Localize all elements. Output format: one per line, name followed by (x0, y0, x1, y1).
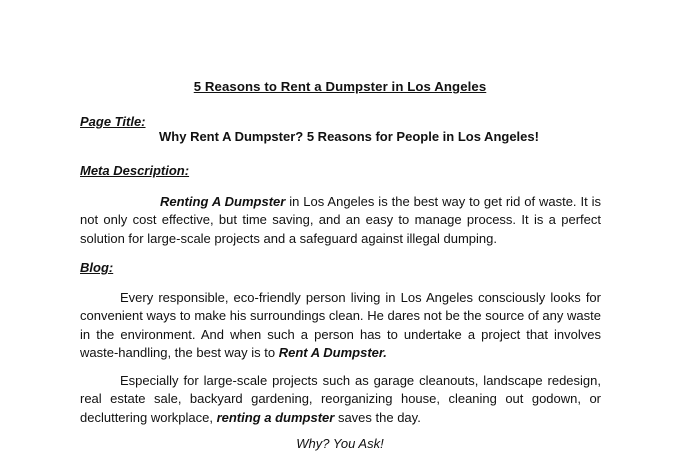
blog-paragraph-2-text: Especially for large-scale projects such as garage cleanouts, landscape redesign, real estate sale, backyard gardening, reorganizing house, cleaning out godown, or decluttering workplace, (80, 373, 601, 425)
meta-description-lead: Renting A Dumpster (160, 194, 286, 209)
blog-paragraph-2-tail: saves the day. (334, 409, 421, 425)
blog-paragraph-2 (80, 372, 601, 427)
blog-paragraph-1 (80, 289, 601, 362)
page-title-heading: Page Title: (80, 114, 146, 129)
meta-description-paragraph (80, 193, 601, 248)
blog-closing-line: Why? You Ask! (296, 436, 384, 451)
meta-description-body: in Los Angeles is the best way to get rid of waste. It is not only cost effective, but time saving, and an easy to manage process. It is a perfect solution for large-scale projects and a safeguard against illegal dumping. (80, 194, 601, 246)
blog-paragraph-1-text: Every responsible, eco-friendly person living in Los Angeles consciously looks for convenient ways to make his surroundings clean. He dares not be the source of any waste in the environment. And when such a person has to undertake a project that involves waste-handling, the best way is to (80, 290, 601, 360)
meta-description-heading: Meta Description: (80, 163, 190, 178)
blog-heading: Blog: (80, 260, 114, 275)
page-title-text: Why Rent A Dumpster? 5 Reasons for People in Los Angeles! (159, 129, 539, 144)
document-title: 5 Reasons to Rent a Dumpster in Los Angeles (193, 79, 487, 94)
blog-paragraph-2-emphasis: renting a dumpster (216, 409, 335, 425)
blog-paragraph-1-emphasis: Rent A Dumpster. (278, 344, 387, 360)
